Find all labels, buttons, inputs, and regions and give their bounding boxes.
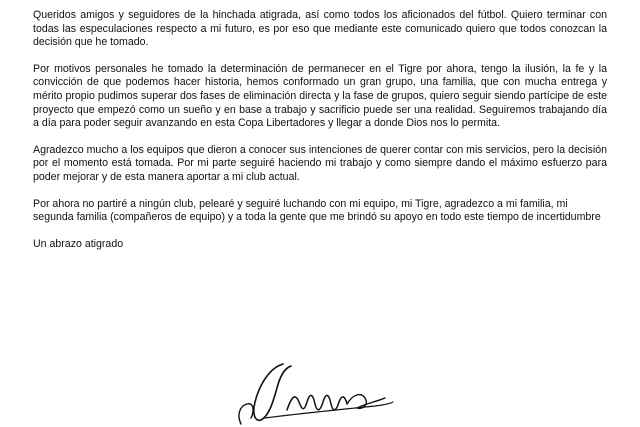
paragraph-commitment: Por ahora no partiré a ningún club, pelearé y seguiré luchando con mi equipo, mi Tigre, agradezco a mi familia, mi segunda familia (compañeros de equipo) y a toda la gente que me brindó su apoyo en todo este tiempo de incertidumbre [33, 197, 601, 224]
signature-loop-stroke [254, 364, 291, 420]
handwritten-signature-icon [225, 358, 405, 427]
signature-underline-stroke [265, 402, 393, 418]
paragraph-greeting: Queridos amigos y seguidores de la hinchada atigrada, así como todos los aficionados del fútbol. Quiero terminar con todas las especulaciones respecto a mi futuro, es por eso que mediante este comunicado quiero que todos conozcan la decisión que he tomado. [33, 9, 607, 49]
paragraph-thanks: Agradezco mucho a los equipos que dieron a conocer sus intenciones de querer contar con mis servicios, pero la decisión por el momento está tomada. Por mi parte seguiré haciendo mi trabajo y como siempre dando el máximo esfuerzo para poder mejorar y de esta manera aportar a mi club actual. [33, 143, 607, 183]
paragraph-decision: Por motivos personales he tomado la determinación de permanecer en el Tigre por ahora, tengo la ilusión, la fe y la convicción de que podemos hacer historia, hemos conformado un gran grupo, una familia, que con mucha entrega y mérito propio pudimos superar dos fases de eliminación directa y la fase de grupos, quiero seguir siendo partícipe de este proyecto que empezó como un sueño y en base a trabajo y sacrificio puede ser una realidad. Seguiremos trabajando día a día para poder seguir avanzando en esta Copa Libertadores y llegar a donde Dios nos lo permita. [33, 62, 607, 130]
signature-wave-stroke [287, 395, 347, 410]
signature-left-flourish [239, 404, 253, 424]
letter-body [33, 9, 607, 251]
closing-line: Un abrazo atigrado [33, 237, 124, 250]
